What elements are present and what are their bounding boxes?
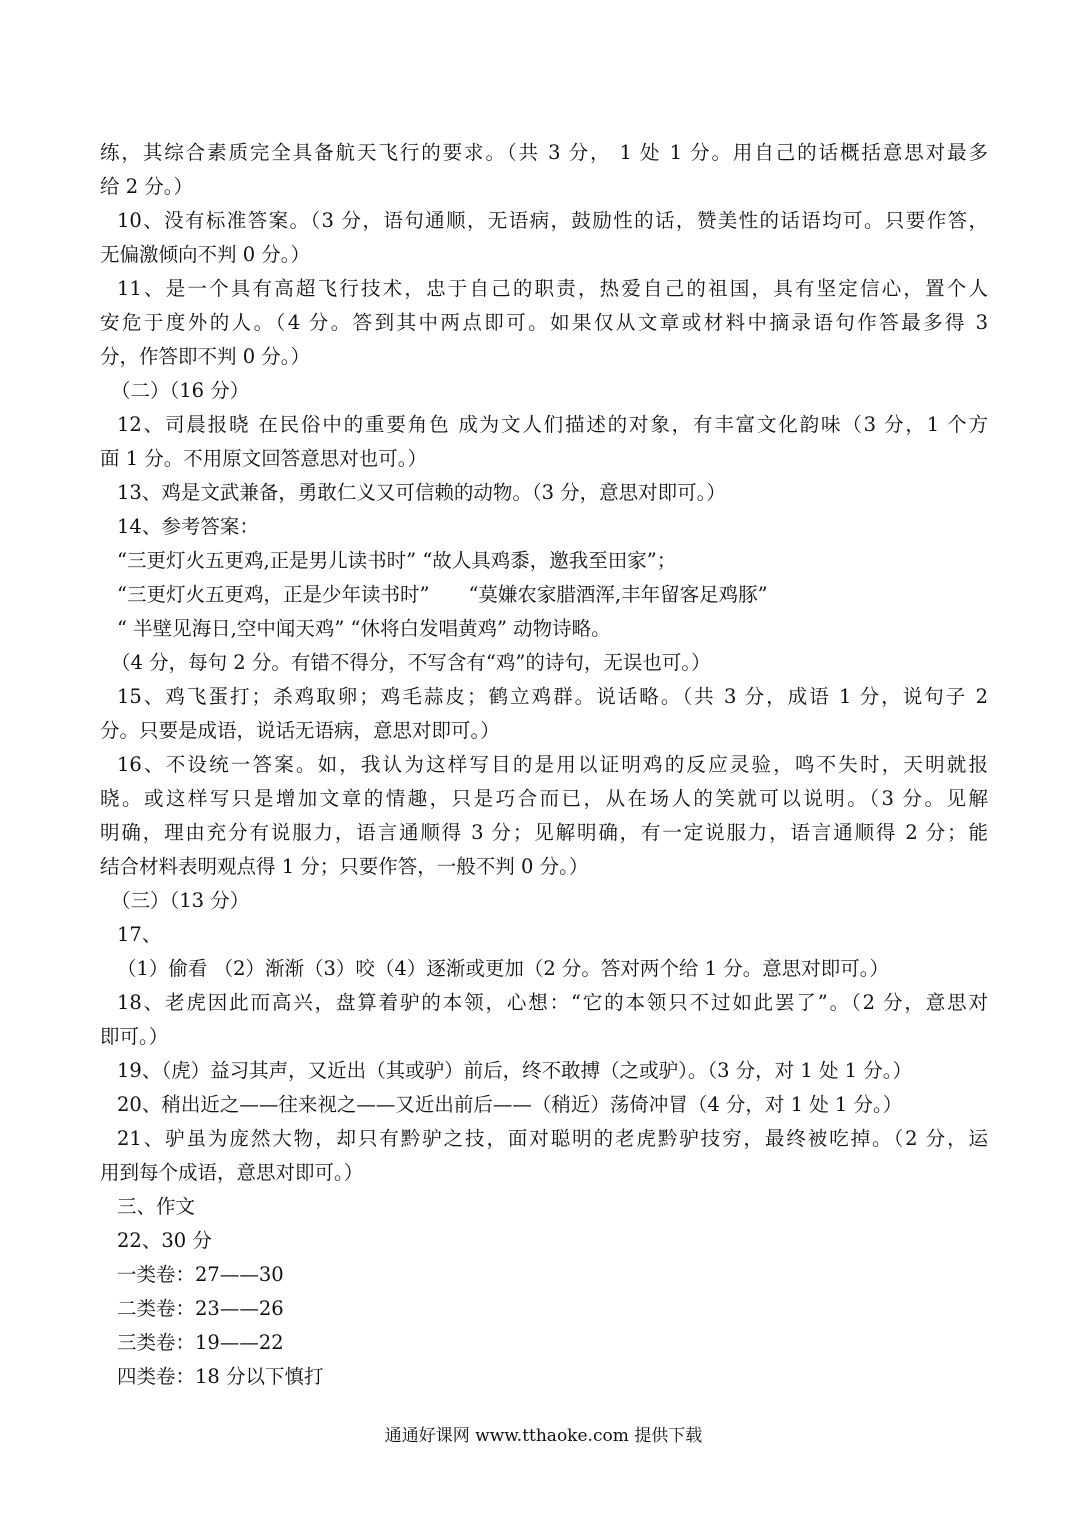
text-line: （1）偷看 （2）渐渐（3）咬（4）逐渐或更加（2 分。答对两个给 1 分。意思对即可。） bbox=[117, 957, 889, 980]
text-line: 结合材料表明观点得 1 分；只要作答，一般不判 0 分。） bbox=[100, 855, 589, 878]
text-line: “ 半壁见海日,空中闻天鸡” “休将白发唱黄鸡” 动物诗略。 bbox=[117, 617, 611, 640]
text-line: 无偏激倾向不判 0 分。） bbox=[100, 243, 311, 266]
text-line: 即可。） bbox=[100, 1025, 169, 1048]
text-line: 分。只要是成语，说话无语病，意思对即可。） bbox=[100, 719, 500, 742]
section-heading: （三）（13 分） bbox=[111, 889, 250, 912]
text-line: 16、不设统一答案。如，我认为这样写目的是用以证明鸡的反应灵验，鸣不失时，天明就报 bbox=[117, 753, 988, 776]
text-line: （4 分，每句 2 分。有错不得分，不写含有“鸡”的诗句，无误也可。） bbox=[111, 651, 711, 674]
text-line: 给 2 分。） bbox=[100, 175, 194, 198]
text-line: 18、老虎因此而高兴，盘算着驴的本领，心想：“它的本领只不过如此罢了”。（2 分，意思对 bbox=[117, 991, 988, 1014]
text-line: “三更灯火五更鸡，正是少年读书时” “莫嫌农家腊酒浑,丰年留客足鸡豚” bbox=[117, 583, 768, 606]
text-line: 四类卷：18 分以下慎打 bbox=[117, 1365, 324, 1388]
text-line: 22、30 分 bbox=[117, 1229, 212, 1252]
text-line: 面 1 分。不用原文回答意思对也可。） bbox=[100, 447, 428, 470]
text-line: 17、 bbox=[117, 923, 162, 946]
text-line: 14、参考答案： bbox=[117, 515, 259, 538]
text-line: 11、是一个具有高超飞行技术，忠于自己的职责，热爱自己的祖国，具有坚定信心，置个人 bbox=[117, 277, 988, 300]
text-line: 20、稍出近之——往来视之——又近出前后——（稍近）荡倚冲冒（4 分，对 1 处 1 分。） bbox=[117, 1093, 903, 1116]
text-line: 10、没有标准答案。（3 分，语句通顺，无语病，鼓励性的话，赞美性的话语均可。只要作答， bbox=[117, 209, 988, 232]
page-footer: 通通好课网 www.tthaoke.com 提供下载 bbox=[384, 1426, 703, 1446]
text-line: 21、驴虽为庞然大物，却只有黔驴之技，面对聪明的老虎黔驴技穷，最终被吃掉。（2 分，运 bbox=[117, 1127, 988, 1150]
text-line: 分，作答即不判 0 分。） bbox=[100, 345, 311, 368]
text-line: 二类卷：23——26 bbox=[117, 1297, 284, 1320]
text-line: 15、鸡飞蛋打；杀鸡取卵；鸡毛蒜皮；鹤立鸡群。说话略。（共 3 分，成语 1 分，说句子 2 bbox=[117, 685, 988, 708]
text-line: 13、鸡是文武兼备，勇敢仁义又可信赖的动物。（3 分，意思对即可。） bbox=[117, 481, 726, 504]
text-line: 一类卷：27——30 bbox=[117, 1263, 284, 1286]
section-heading: 三、作文 bbox=[117, 1195, 196, 1218]
section-heading: （二）（16 分） bbox=[111, 379, 250, 402]
text-line: 明确，理由充分有说服力，语言通顺得 3 分；见解明确，有一定说服力，语言通顺得 2 分；能 bbox=[100, 821, 988, 844]
text-line: 三类卷：19——22 bbox=[117, 1331, 284, 1354]
text-line: 12、司晨报晓 在民俗中的重要角色 成为文人们描述的对象，有丰富文化韵味（3 分，1 个方 bbox=[117, 413, 988, 436]
text-line: 用到每个成语，意思对即可。） bbox=[100, 1161, 364, 1184]
text-line: 练，其综合素质完全具备航天飞行的要求。（共 3 分， 1 处 1 分。用自己的话概括意思对最多 bbox=[100, 141, 988, 164]
text-line: “三更灯火五更鸡,正是男儿读书时” “故人具鸡黍，邀我至田家”； bbox=[117, 549, 677, 572]
text-line: 晓。或这样写只是增加文章的情趣，只是巧合而已，从在场人的笑就可以说明。（3 分。见解 bbox=[100, 787, 988, 810]
text-line: 19、（虎）益习其声，又近出（其或驴）前后，终不敢搏（之或驴）。（3 分，对 1 处 1 分。） bbox=[117, 1059, 913, 1082]
text-line: 安危于度外的人。（4 分。答到其中两点即可。如果仅从文章或材料中摘录语句作答最多得 3 bbox=[100, 311, 988, 334]
